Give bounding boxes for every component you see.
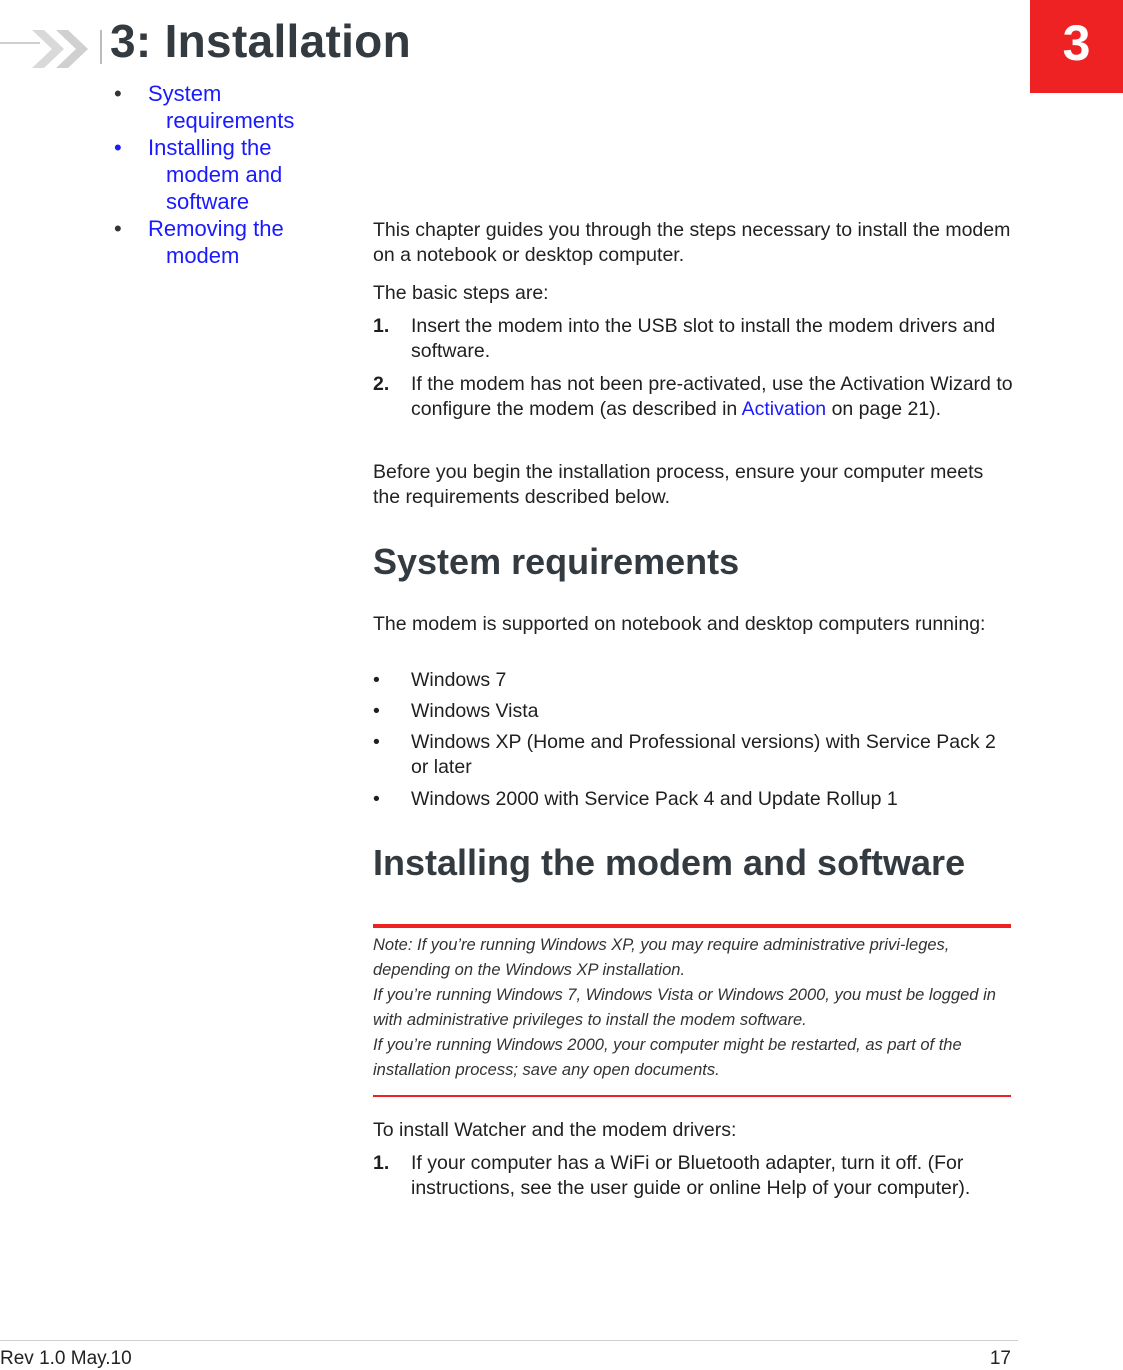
os-list-item: • Windows Vista (373, 700, 539, 722)
basic-steps-label: The basic steps are: (373, 282, 549, 304)
section-heading-system-requirements: System requirements (373, 541, 740, 582)
section-heading-installing: Installing the modem and software (373, 842, 966, 883)
step-text: If your computer has a WiFi or Bluetooth adapter, turn it off. (For instructions, see the user guide or online Help of your computer). (411, 1152, 971, 1199)
toc-bullet: • (114, 216, 122, 241)
toc-item-system-requirements[interactable] (110, 80, 320, 134)
sysreq-paragraph: The modem is supported on notebook and desktop computers running: (373, 613, 986, 635)
header-divider (100, 30, 102, 64)
step-number: 1. (373, 1152, 390, 1174)
note-box (373, 933, 1013, 1083)
list-bullet: • (373, 669, 380, 691)
activation-link[interactable]: Activation (741, 398, 827, 420)
step-text: Insert the modem into the USB slot to install the modem drivers and software. (411, 315, 996, 362)
note-text: Note: If you’re running Windows XP, you may require administrative privi-leges, depending on the Windows XP installation. (373, 936, 950, 979)
intro-step-1 (373, 314, 1013, 364)
toc-item-installing[interactable] (110, 134, 320, 215)
chapter-title: 3: Installation (110, 15, 411, 67)
install-step-1 (373, 1151, 1013, 1201)
page-number: 17 (989, 1348, 1011, 1369)
toc-bullet: • (114, 81, 122, 106)
list-bullet: • (373, 788, 380, 810)
intro-step-2 (373, 372, 1013, 422)
double-chevron-icon (32, 26, 102, 72)
footer-revision: Rev 1.0 May.10 (0, 1348, 132, 1369)
step-number: 2. (373, 373, 390, 395)
chapter-toc (110, 80, 320, 269)
os-list-item: • Windows XP (Home and Professional versions) with Service Pack 2 or later (373, 731, 996, 778)
step-text: If the modem has not been pre-activated, use the Activation Wizard to configure the modem (as described in Activation on page 21). (411, 373, 1013, 420)
os-list-item: • Windows 7 (373, 669, 507, 691)
note-text: If you’re running Windows 2000, your computer might be restarted, as part of the installation process; save any open documents. (373, 1036, 962, 1079)
toc-link[interactable]: Installing the modem and software (148, 135, 283, 214)
step-number: 1. (373, 315, 390, 337)
os-list-item: • Windows 2000 with Service Pack 4 and Update Rollup 1 (373, 788, 898, 810)
list-bullet: • (373, 700, 380, 722)
toc-bullet: • (114, 135, 122, 160)
footer-rule (0, 1340, 1018, 1341)
note-text: If you’re running Windows 7, Windows Vista or Windows 2000, you must be logged in with administrative privileges to install the modem software. (373, 986, 996, 1029)
before-you-begin-paragraph: Before you begin the installation process, ensure your computer meets the requirements described below. (373, 461, 984, 508)
note-top-rule (373, 924, 1011, 928)
chapter-tab: 3 (1030, 0, 1123, 93)
toc-item-removing[interactable] (110, 215, 320, 269)
toc-link[interactable]: System requirements (148, 81, 295, 133)
toc-link[interactable]: Removing the modem (148, 216, 284, 268)
note-bottom-rule (373, 1095, 1011, 1097)
list-bullet: • (373, 731, 380, 753)
install-intro: To install Watcher and the modem drivers: (373, 1119, 737, 1141)
intro-paragraph: This chapter guides you through the steps necessary to install the modem on a notebook or desktop computer. (373, 219, 1011, 266)
